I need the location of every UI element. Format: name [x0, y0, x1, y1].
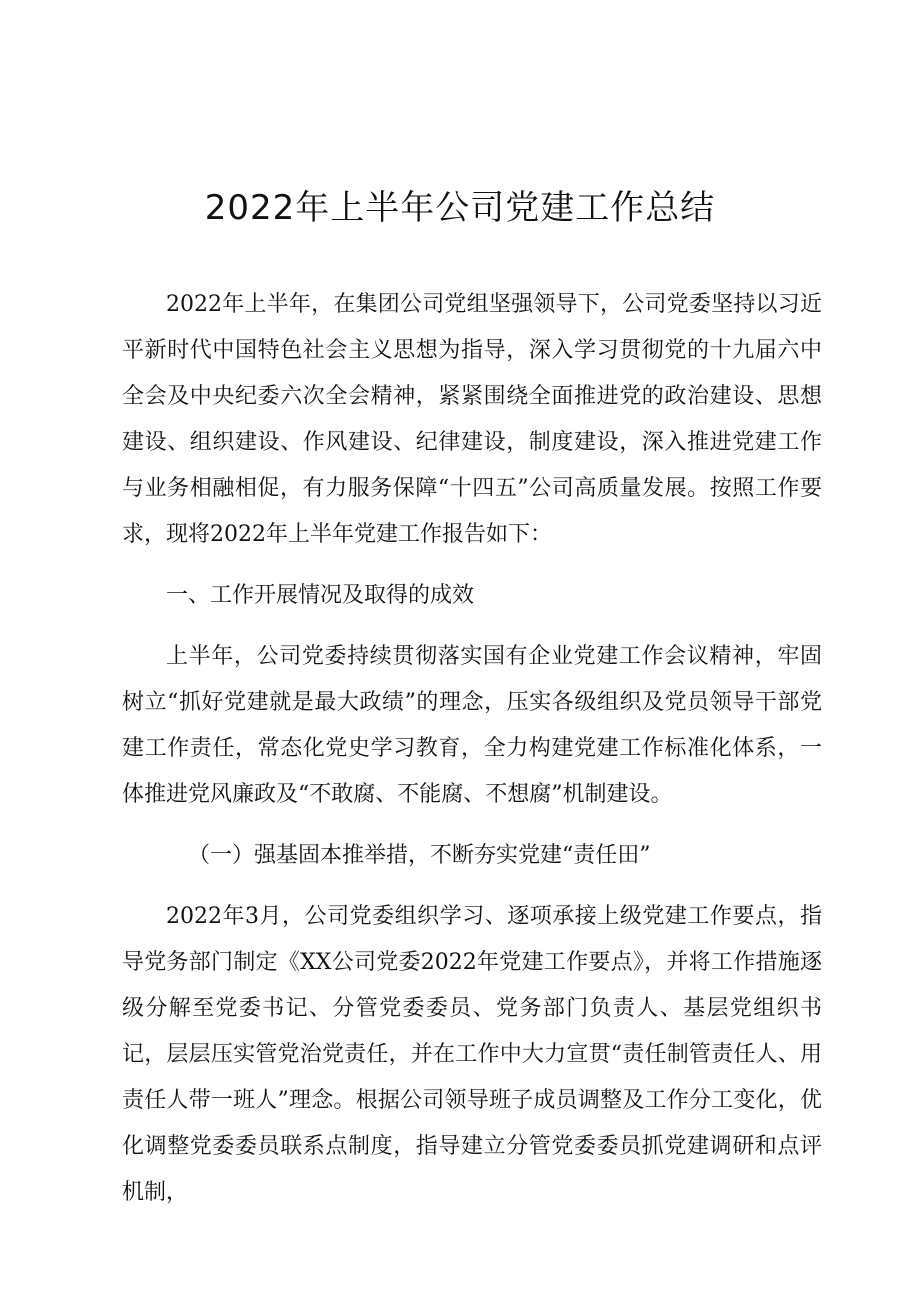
- subsection-paragraph-1: 2022年3月，公司党委组织学习、逐项承接上级党建工作要点，指导党务部门制定《XX公司党委2022年党建工作要点》，并将工作措施逐级分解至党委书记、分管党委委员、党务部门负责人、基层党组织书记，层层压实管党治党责任，并在工作中大力宣贯“责任制管责任人、用责任人带一班人”理念。根据公司领导班子成员调整及工作分工变化，优化调整党委委员联系点制度，指导建立分管党委委员抓党建调研和点评机制，: [122, 904, 822, 1205]
- section-paragraph-1: 上半年，公司党委持续贯彻落实国有企业党建工作会议精神，牢固树立“抓好党建就是最大政绩”的理念，压实各级组织及党员领导干部党建工作责任，常态化党史学习教育，全力构建党建工作标准化体系，一体推进党风廉政及“不敢腐、不能腐、不想腐”机制建设。: [122, 644, 822, 807]
- subsection-heading-1: （一）强基固本推举措，不断夯实党建“责任田”: [188, 843, 651, 868]
- intro-paragraph: 2022年上半年，在集团公司党组坚强领导下，公司党委坚持以习近平新时代中国特色社会主义思想为指导，深入学习贯彻党的十九届六中全会及中央纪委六次全会精神，紧紧围绕全面推进党的政治建设、思想建设、组织建设、作风建设、纪律建设，制度建设，深入推进党建工作与业务相融相促，有力服务保障“十四五”公司高质量发展。按照工作要求，现将2022年上半年党建工作报告如下：: [122, 292, 822, 547]
- section-heading-1: 一、工作开展情况及取得的成效: [166, 583, 475, 608]
- document-title: 2022年上半年公司党建工作总结: [204, 188, 716, 228]
- document-body: [122, 282, 822, 1231]
